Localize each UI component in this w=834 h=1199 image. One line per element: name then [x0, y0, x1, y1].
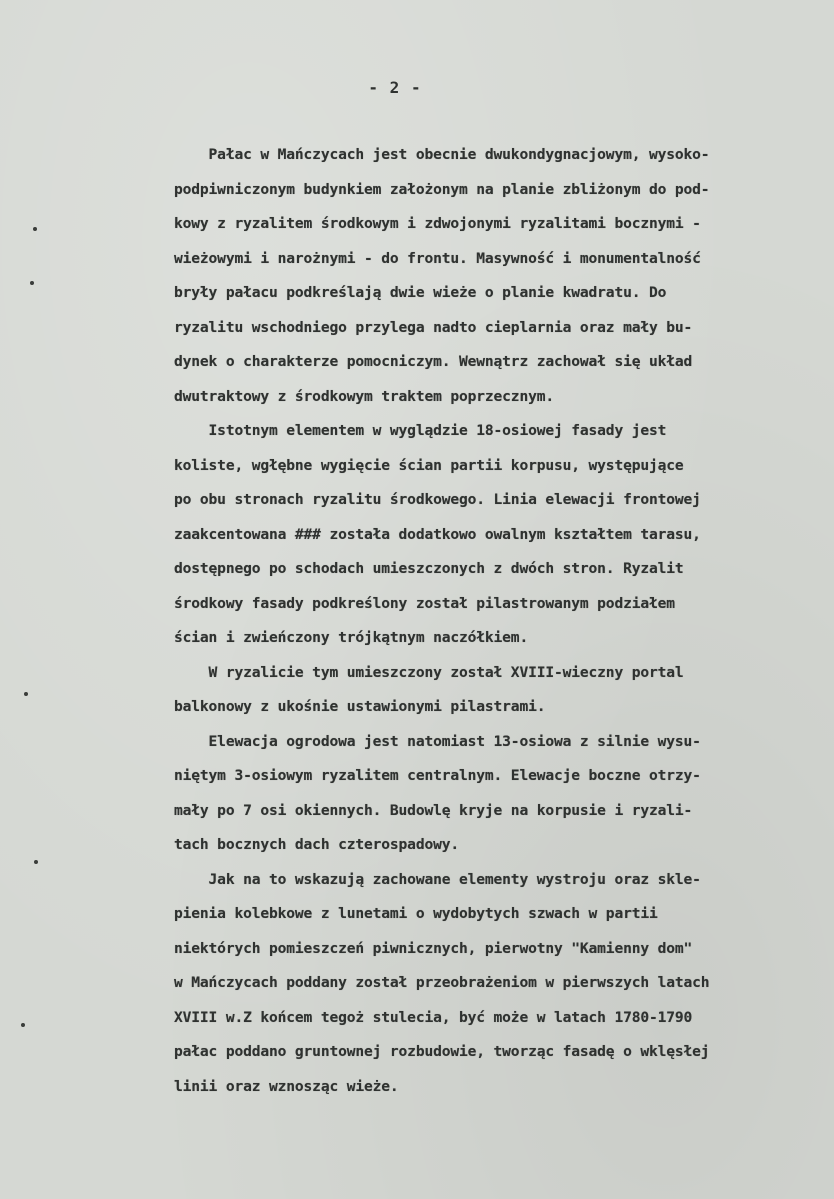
text-line: w Mańczycach poddany został przeobrażeniom w pierwszych latach	[174, 974, 710, 991]
text-line: ryzalitu wschodniego przylega nadto cieplarnia oraz mały bu-	[174, 318, 693, 336]
margin-dot	[34, 860, 38, 864]
text-line: koliste, wgłębne wygięcie ścian partii korpusu, występujące	[174, 456, 684, 474]
margin-dot	[21, 1023, 25, 1027]
text-line: XVIII w.Z końcem tegoż stulecia, być może w latach 1780-1790	[174, 1008, 693, 1026]
text-line: linii oraz wznosząc wieże.	[174, 1077, 399, 1095]
text-line: podpiwniczonym budynkiem założonym na planie zbliżonym do pod-	[174, 180, 710, 198]
text-line: Istotnym elementem w wyglądzie 18-osiowej fasady jest	[174, 422, 667, 439]
text-line: Elewacja ogrodowa jest natomiast 13-osiowa z silnie wysu-	[174, 732, 701, 750]
text-line: dostępnego po schodach umieszczonych z dwóch stron. Ryzalit	[174, 560, 684, 577]
text-line: po obu stronach ryzalitu środkowego. Linia elewacji frontowej	[174, 491, 701, 508]
margin-dot	[33, 227, 37, 231]
text-line: dynek o charakterze pomocniczym. Wewnątrz zachował się układ	[174, 353, 693, 370]
page-number: - 2 -	[368, 78, 422, 97]
text-line: tach bocznych dach czterospadowy.	[174, 836, 459, 853]
text-line: zaakcentowana ### została dodatkowo owalnym kształtem tarasu,	[174, 525, 701, 543]
text-line: kowy z ryzalitem środkowym i zdwojonymi ryzalitami bocznymi -	[174, 215, 701, 232]
text-line: środkowy fasady podkreślony został pilastrowanym podziałem	[174, 594, 675, 612]
text-line: dwutraktowy z środkowym traktem poprzecznym.	[174, 387, 554, 405]
text-line: ścian i zwieńczony trójkątnym naczółkiem.	[174, 629, 529, 646]
text-line: Jak na to wskazują zachowane elementy wystroju oraz skle-	[174, 870, 701, 888]
text-line: Pałac w Mańczycach jest obecnie dwukondygnacjowym, wysoko-	[174, 146, 710, 163]
body-text	[174, 138, 824, 1104]
text-line: wieżowymi i narożnymi - do frontu. Masywność i monumentalność	[174, 249, 701, 267]
text-line: pienia kolebkowe z lunetami o wydobytych szwach w partii	[174, 905, 658, 922]
text-line: mały po 7 osi okiennych. Budowlę kryje na korpusie i ryzali-	[174, 801, 693, 819]
text-line: pałac poddano gruntownej rozbudowie, tworząc fasadę o wklęsłej	[174, 1043, 710, 1060]
margin-dot	[30, 281, 34, 285]
text-line: bryły pałacu podkreślają dwie wieże o planie kwadratu. Do	[174, 284, 667, 301]
margin-dot	[24, 692, 28, 696]
text-line: W ryzalicie tym umieszczony został XVIII-wieczny portal	[174, 663, 684, 681]
text-line: niętym 3-osiowym ryzalitem centralnym. Elewacje boczne otrzy-	[174, 767, 701, 784]
text-line: balkonowy z ukośnie ustawionymi pilastrami.	[174, 698, 546, 715]
text-line: niektórych pomieszczeń piwnicznych, pierwotny "Kamienny dom"	[174, 939, 693, 957]
